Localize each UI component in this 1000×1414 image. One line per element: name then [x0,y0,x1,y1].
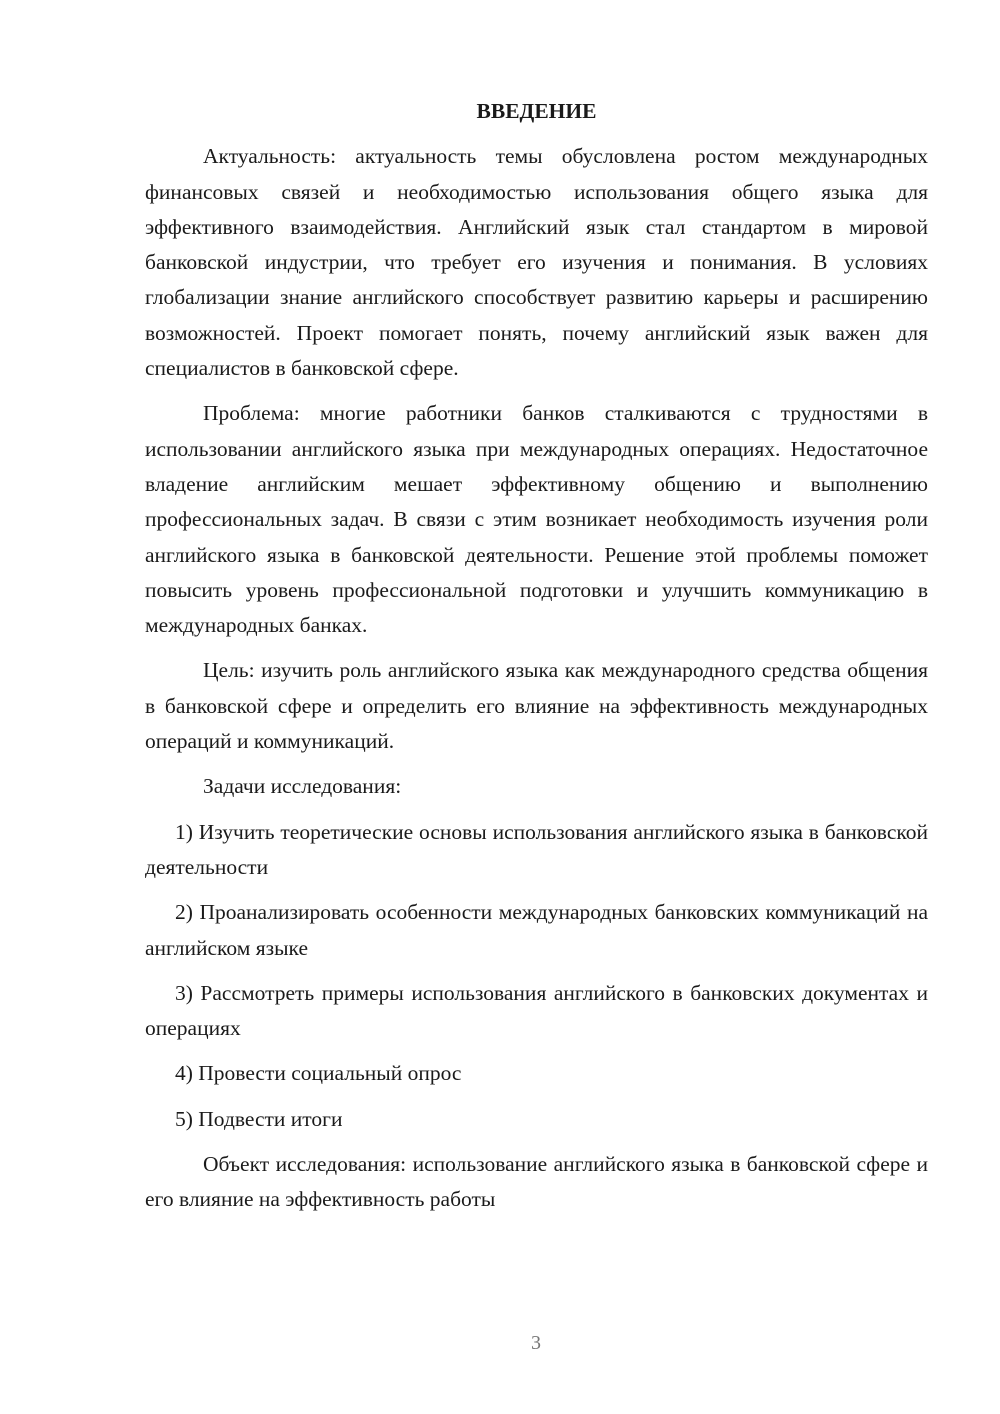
list-item: 5) Подвести итоги [175,1106,343,1131]
paragraph-goal: Цель: изучить роль английского языка как международного средства общения в банковской сфере и определить его влияние на эффективность международных операций и коммуникаций. [145,658,928,754]
paragraph-tasks-heading: Задачи исследования: [203,774,402,799]
list-item: 1) Изучить теоретические основы использования английского языка в банковской деятельности [145,819,928,879]
page-title: ВВЕДЕНИЕ [476,99,597,123]
page-number: 3 [531,1332,541,1354]
page-content [145,94,928,1228]
list-item: 2) Проанализировать особенности международных банковских коммуникаций на английском языке [145,900,928,960]
paragraph-relevance: Актуальность: актуальность темы обусловлена ростом международных финансовых связей и необходимостью использования общего языка для эффективного взаимодействия. Английский язык стал стандартом в мировой банковской индустрии, что требует его изучения и понимания. В условиях глобализации знание английского способствует развитию карьеры и расширению возможностей. Проект помогает понять, почему английский язык важен для специалистов в банковской сфере. [145,144,928,381]
list-item: 4) Провести социальный опрос [175,1061,462,1086]
paragraph-object: Объект исследования: использование английского языка в банковской сфере и его влияние на эффективность работы [145,1152,928,1212]
task-list [145,815,928,1137]
paragraph-problem: Проблема: многие работники банков сталкиваются с трудностями в использовании английского языка при международных операциях. Недостаточное владение английским мешает эффективному общению и выполнению профессиональных задач. В связи с этим возникает необходимость изучения роли английского языка в банковской деятельности. Решение этой проблемы поможет повысить уровень профессиональной подготовки и улучшить коммуникацию в международных банках. [145,401,928,638]
list-item: 3) Рассмотреть примеры использования английского в банковских документах и операциях [145,980,928,1041]
